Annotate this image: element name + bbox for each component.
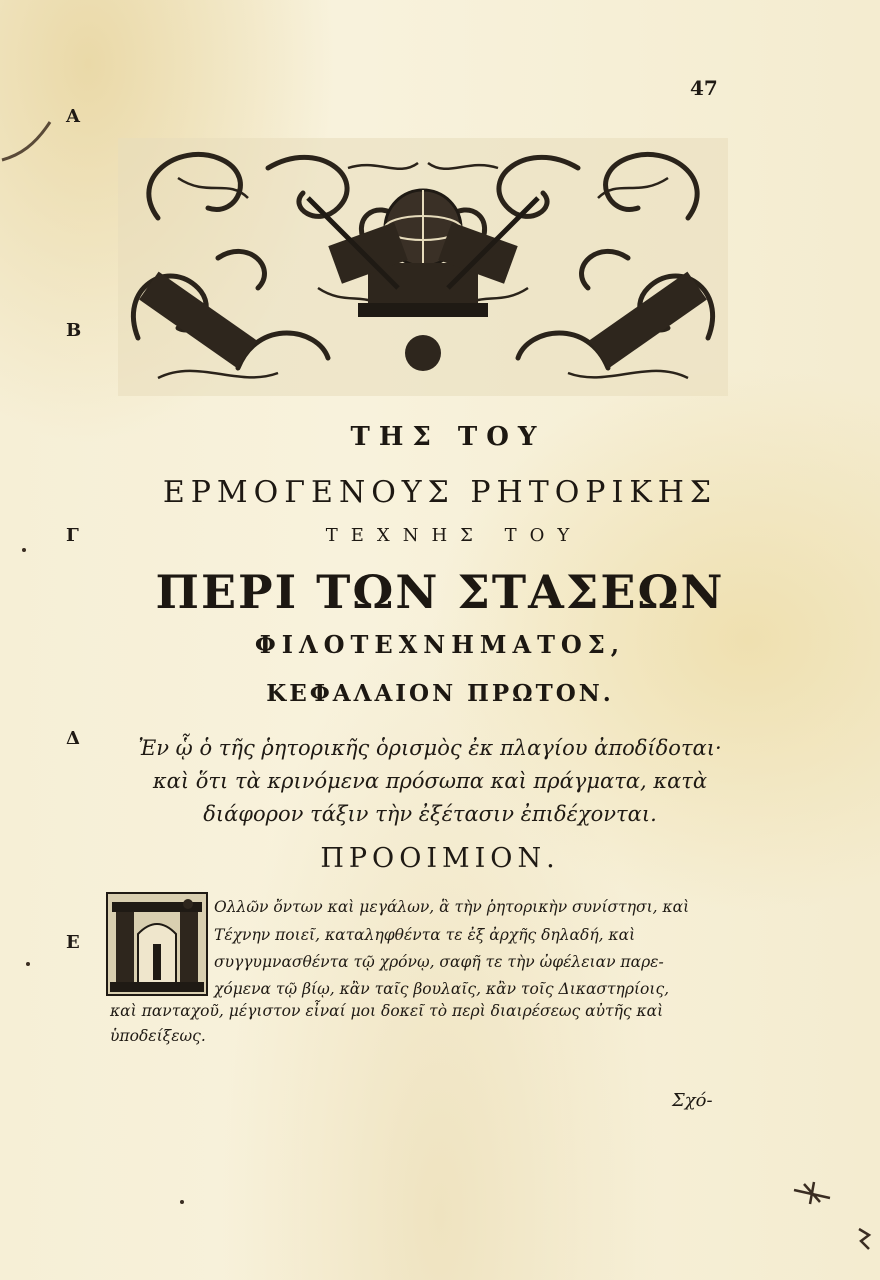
- margin-letter-a: Α: [66, 106, 80, 127]
- body-line: συγγυμνασθέντα τῷ χρόνῳ, σαφῆ τε τὴν ὠφέλειαν παρε-: [214, 953, 664, 971]
- heading-main-title: ΠΕΡΙ ΤΩΝ ΣΤΑΣΕΩΝ: [155, 565, 725, 619]
- margin-letter-e: Ε: [66, 932, 80, 953]
- summary-line: Ἐν ᾧ ὁ τῆς ῥητορικῆς ὁρισμὸς ἐκ πλαγίου ἀποδίδοται·: [138, 736, 722, 760]
- speck: [22, 548, 26, 552]
- body-line: χόμενα τῷ βίῳ, κἂν ταῖς βουλαῖς, κἂν τοῖς Δικαστηρίοις,: [214, 980, 670, 998]
- heading-line-5: ΦΙΛΟΤΕΧΝΗΜΑΤΟΣ,: [254, 630, 626, 659]
- margin-letter-b: Β: [66, 320, 82, 341]
- margin-letter-c: Γ: [66, 525, 79, 546]
- page-number: 47: [690, 76, 718, 100]
- ink-blot: [790, 1178, 840, 1208]
- heading-line-3: ΤΕΧΝΗΣ ΤΟΥ: [325, 525, 583, 546]
- body-line: ὑποδείξεως.: [110, 1027, 206, 1045]
- body-line: Τέχνην ποιεῖ, καταληφθέντα τε ἐξ ἀρχῆς δηλαδή, καὶ: [214, 926, 636, 944]
- page-stain-mark: [0, 110, 60, 170]
- heading-line-2: ΕΡΜΟΓΕΝΟΥΣ ΡΗΤΟΡΙΚΗΣ: [162, 475, 718, 510]
- speck: [180, 1200, 184, 1204]
- body-line: Ολλῶν ὄντων καὶ μεγάλων, ἃ τὴν ῥητορικὴν συνίστησι, καὶ: [214, 898, 690, 916]
- headpiece-ornament: [118, 138, 728, 396]
- chapter-title: ΚΕΦΑΛΑΙΟΝ ΠΡΩΤΟΝ.: [266, 680, 614, 707]
- heading-line-1: ΤΗΣ ΤΟΥ: [350, 422, 546, 452]
- speck: [26, 962, 30, 966]
- margin-letter-d: Δ: [66, 728, 80, 749]
- catchword: Σχό-: [672, 1090, 713, 1111]
- chapter-summary: [100, 732, 760, 831]
- decorated-initial: [106, 892, 208, 996]
- ink-blot: [855, 1225, 875, 1255]
- summary-line: καὶ ὅτι τὰ κρινόμενα πρόσωπα καὶ πράγματα, κατὰ: [152, 769, 708, 793]
- initial-letter: [108, 894, 206, 994]
- body-line: καὶ πανταχοῦ, μέγιστον εἶναί μοι δοκεῖ τὸ περὶ διαιρέσεως αὐτῆς καὶ: [110, 1002, 664, 1020]
- summary-line: διάφορον τάξιν τὴν ἐξέτασιν ἐπιδέχονται.: [203, 802, 657, 826]
- section-title: ΠΡΟΟΙΜΙΟΝ.: [320, 843, 560, 874]
